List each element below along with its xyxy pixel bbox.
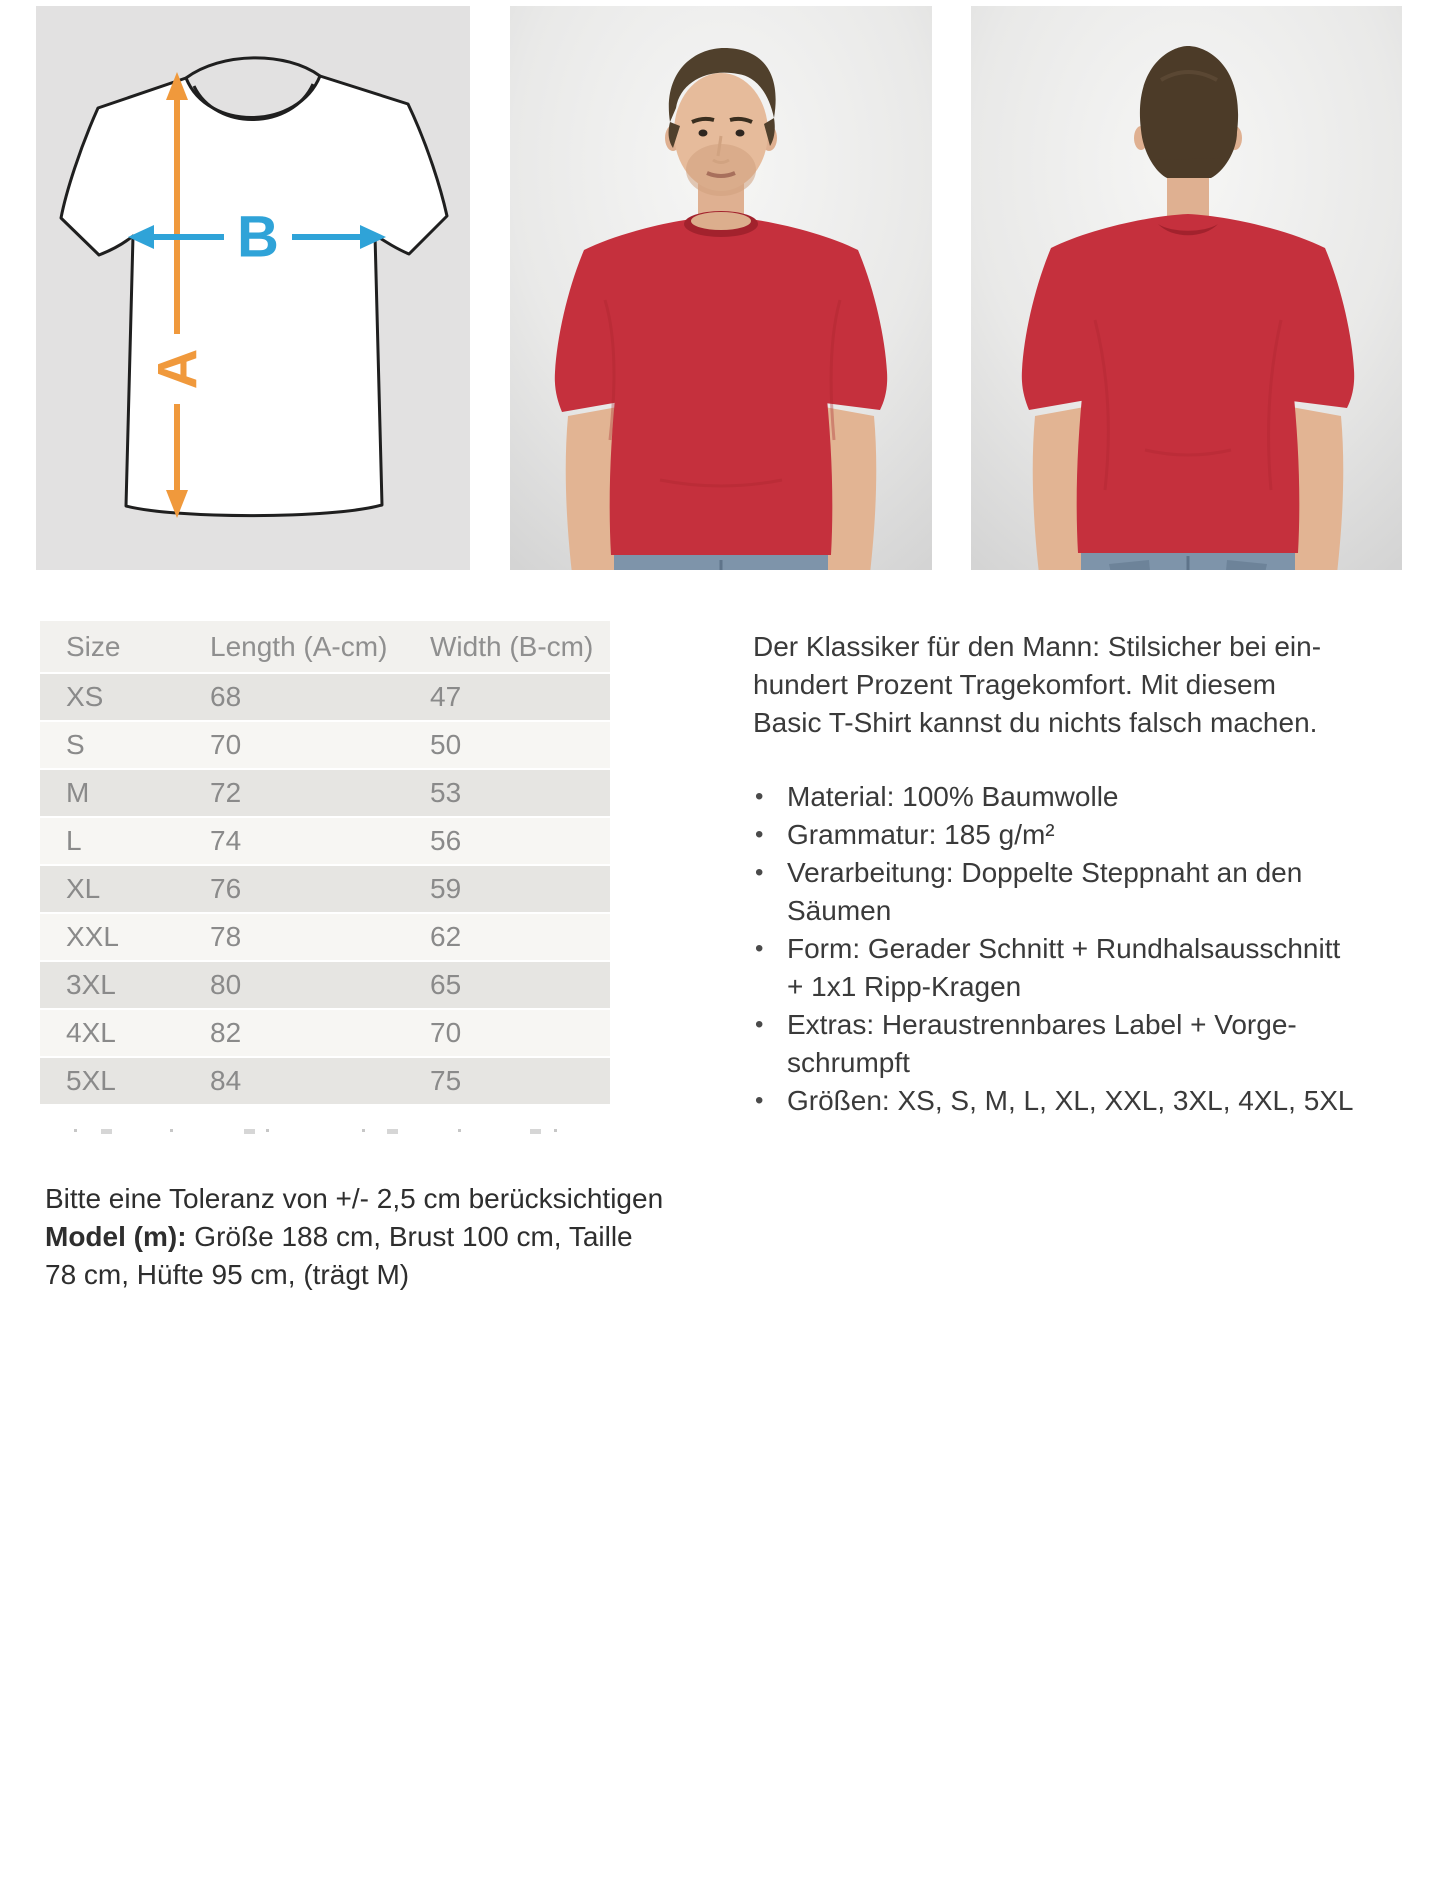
intro-line: hundert Prozent Tragekomfort. Mit diesem (753, 669, 1276, 700)
bullet-icon: • (755, 1011, 764, 1038)
column-header-size: Size (66, 630, 121, 662)
feature-text: Form: Gerader Schnitt + Rundhalsausschnitt (787, 933, 1341, 964)
bullet-icon: • (755, 783, 764, 810)
size-value: 5XL (66, 1065, 116, 1096)
length-value: 80 (210, 969, 242, 1000)
width-value: 53 (430, 777, 462, 808)
feature-material (753, 778, 1433, 816)
feature-text: Größen: XS, S, M, L, XL, XXL, 3XL, 4XL, 5XL (787, 1085, 1354, 1116)
size-value: XL (66, 873, 101, 904)
length-value: 74 (210, 825, 242, 856)
model-front-figure (510, 6, 932, 570)
feature-form (753, 930, 1433, 1006)
intro-line: Basic T-Shirt kannst du nichts falsch machen. (753, 707, 1318, 738)
length-value: 84 (210, 1065, 242, 1096)
size-value: XS (66, 681, 104, 712)
model-info-line1 (45, 1218, 663, 1256)
table-row (40, 674, 610, 722)
bullet-icon: • (755, 821, 764, 848)
length-label-A: A (145, 348, 209, 390)
feature-list (753, 778, 1433, 1120)
feature-text: Grammatur: 185 g/m² (787, 819, 1055, 850)
size-table (40, 621, 610, 1106)
feature-grammage (753, 816, 1433, 854)
width-value: 56 (430, 825, 462, 856)
bullet-icon: • (755, 1087, 764, 1114)
bullet-icon: • (755, 859, 764, 886)
feature-text: Extras: Heraustrennbares Label + Vorge- (787, 1009, 1297, 1040)
model-front-photo (510, 6, 932, 570)
size-value: L (66, 825, 82, 856)
beard-stubble (686, 144, 756, 196)
table-row (40, 1010, 610, 1058)
width-value: 75 (430, 1065, 462, 1096)
table-row (40, 722, 610, 770)
width-value: 47 (430, 681, 462, 712)
width-value: 70 (430, 1017, 462, 1048)
tshirt-measurement-diagram (36, 6, 470, 570)
bullet-icon: • (755, 935, 764, 962)
size-diagram-panel (36, 6, 470, 570)
table-row (40, 1058, 610, 1106)
length-value: 78 (210, 921, 242, 952)
width-value: 50 (430, 729, 462, 760)
tolerance-note: Bitte eine Toleranz von +/- 2,5 cm berücksichtigen (45, 1183, 664, 1214)
width-value: 65 (430, 969, 462, 1000)
feature-text: Verarbeitung: Doppelte Steppnaht an den (787, 857, 1303, 888)
length-value: 72 (210, 777, 242, 808)
size-value: 3XL (66, 969, 116, 1000)
feature-extras (753, 1006, 1433, 1082)
width-value: 62 (430, 921, 462, 952)
feature-workmanship (753, 854, 1433, 930)
size-value: 4XL (66, 1017, 116, 1048)
table-row (40, 962, 610, 1010)
column-header-length: Length (A-cm) (210, 630, 388, 662)
feature-text: schrumpft (787, 1047, 910, 1078)
table-row (40, 818, 610, 866)
size-value: M (66, 777, 90, 808)
table-row (40, 914, 610, 962)
intro-line: Der Klassiker für den Mann: Stilsicher bei ein- (753, 631, 1322, 662)
feature-text: + 1x1 Ripp-Kragen (787, 971, 1022, 1002)
table-row (40, 866, 610, 914)
model-label: Model (m): (45, 1221, 187, 1252)
feature-sizes (753, 1082, 1433, 1120)
column-header-width: Width (B-cm) (430, 630, 594, 662)
width-label-B: B (237, 204, 279, 270)
length-value: 68 (210, 681, 242, 712)
model-info-line2: 78 cm, Hüfte 95 cm, (trägt M) (45, 1259, 410, 1290)
width-value: 59 (430, 873, 462, 904)
length-value: 76 (210, 873, 242, 904)
size-table-header (40, 621, 610, 674)
measurement-notes (45, 1180, 663, 1294)
clipped-text-row (40, 1129, 610, 1135)
length-value: 82 (210, 1017, 242, 1048)
size-value: S (66, 729, 85, 760)
product-description (753, 628, 1433, 1120)
table-row (40, 770, 610, 818)
size-value: XXL (66, 921, 119, 952)
feature-text: Säumen (787, 895, 892, 926)
feature-text: Material: 100% Baumwolle (787, 781, 1119, 812)
model-back-figure (971, 6, 1402, 570)
model-back-photo (971, 6, 1402, 570)
length-value: 70 (210, 729, 242, 760)
description-intro (753, 628, 1433, 742)
model-details: Größe 188 cm, Brust 100 cm, Taille (186, 1221, 633, 1252)
